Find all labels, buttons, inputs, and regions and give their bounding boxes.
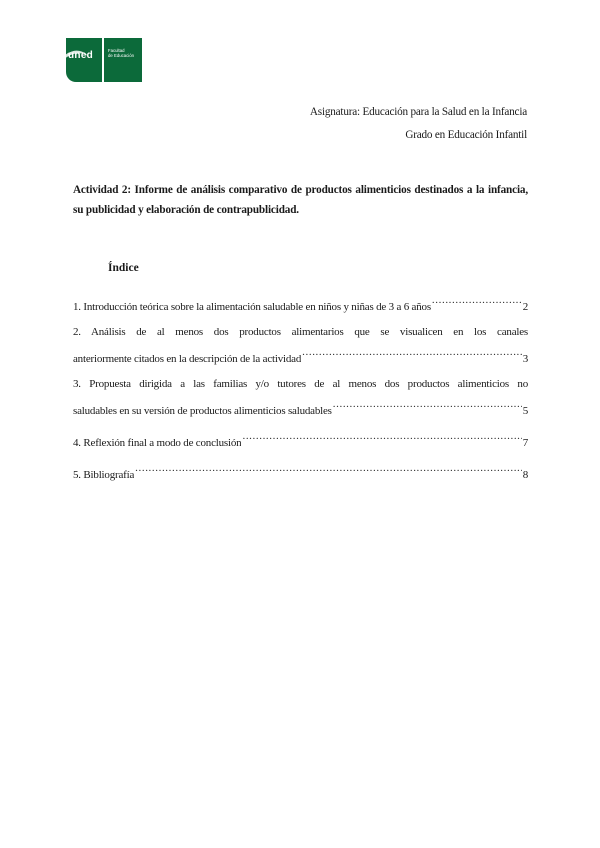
degree-line: Grado en Educación Infantil <box>405 129 527 141</box>
toc-entry-title: 5. Bibliografía <box>73 469 135 481</box>
logo-faculty-line2: de Educación <box>108 53 135 59</box>
activity-title: Actividad 2: Informe de análisis comparativo de productos alimenticios destinados a la infancia, su publicidad y elaboración de contrapublicidad. <box>73 184 528 216</box>
uned-wordmark-block <box>66 38 102 82</box>
logo-wordmark: uned <box>68 50 94 61</box>
toc-entry-1[interactable] <box>73 290 528 313</box>
dot-leader <box>333 394 522 414</box>
toc-entry-3[interactable] <box>73 374 528 417</box>
toc-entry-title: 4. Reflexión final a modo de conclusión <box>73 437 242 449</box>
toc-page-number: 5 <box>522 405 528 417</box>
toc-entry-5[interactable] <box>73 458 528 481</box>
uned-logo <box>66 38 142 82</box>
toc-entry-4[interactable] <box>73 426 528 449</box>
toc-page-number: 8 <box>522 469 528 481</box>
toc-entry-title-cont: anteriormente citados en la descripción de la actividad <box>73 353 302 365</box>
table-of-contents <box>73 290 528 481</box>
toc-entry-title: 2. Análisis de al menos dos productos alimentarios que se visualicen en los canales <box>73 326 528 338</box>
toc-entry-2[interactable] <box>73 322 528 365</box>
toc-page-number: 7 <box>522 437 528 449</box>
dot-leader <box>242 426 521 446</box>
toc-page-number: 2 <box>522 301 528 313</box>
subject-line: Asignatura: Educación para la Salud en la Infancia <box>309 106 527 118</box>
logo-faculty-line1: Facultad <box>108 48 125 53</box>
dot-leader <box>135 458 522 478</box>
toc-entry-title: 1. Introducción teórica sobre la alimentación saludable en niños y niñas de 3 a 6 años <box>73 301 431 313</box>
toc-entry-title-cont: saludables en su versión de productos alimenticios saludables <box>73 405 332 417</box>
toc-entry-title: 3. Propuesta dirigida a las familias y/o tutores de al menos dos productos alimenticios no <box>73 378 528 390</box>
logo-faculty-block <box>104 38 142 82</box>
index-heading: Índice <box>108 262 139 274</box>
document-header <box>310 101 527 147</box>
toc-page-number: 3 <box>522 353 528 365</box>
dot-leader <box>432 290 522 310</box>
dot-leader <box>302 342 522 362</box>
